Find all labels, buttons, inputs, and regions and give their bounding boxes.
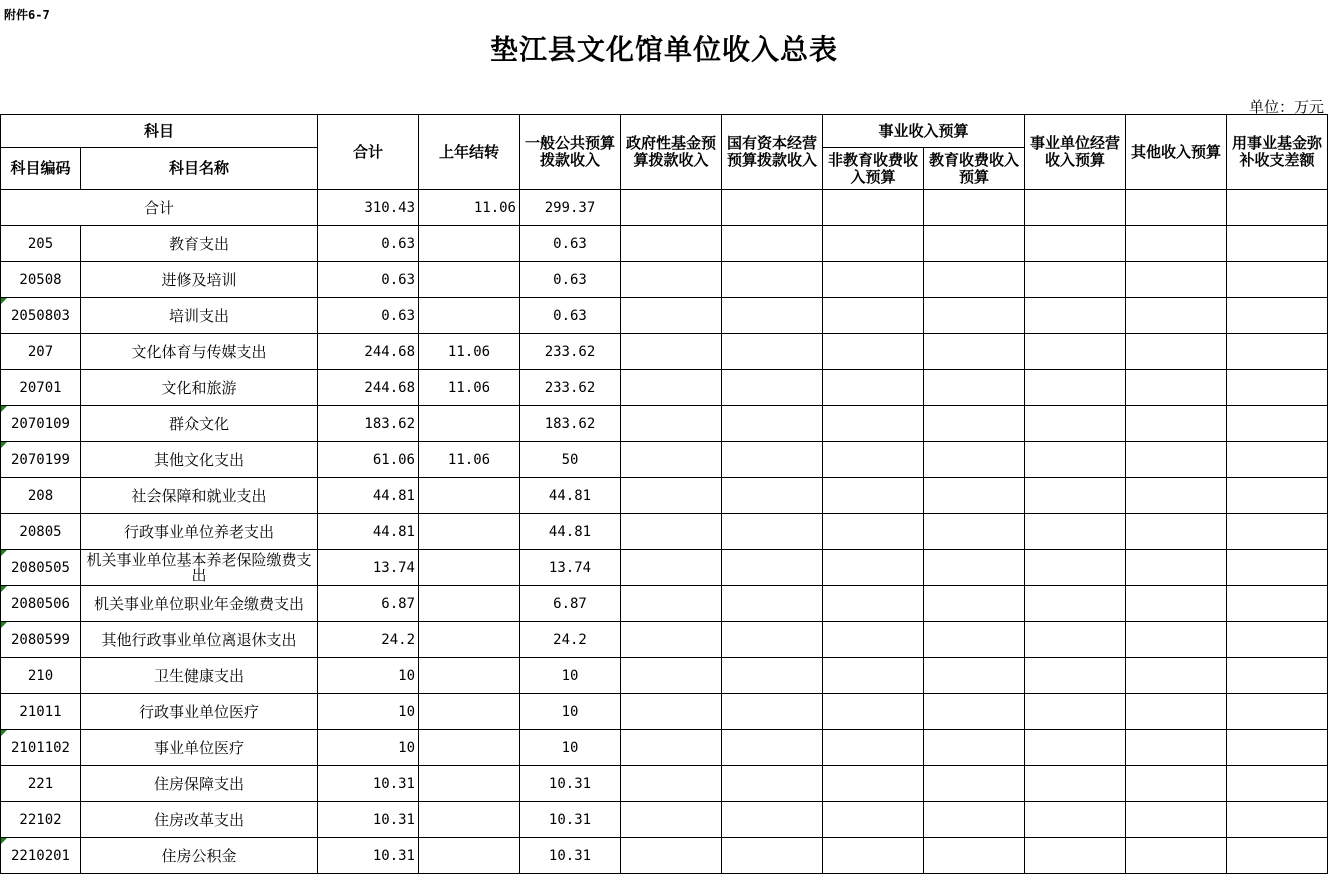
general-budget-value: 233.62 <box>520 334 621 370</box>
empty-cell <box>924 262 1025 298</box>
empty-cell <box>621 334 722 370</box>
empty-cell <box>924 694 1025 730</box>
subject-code: 208 <box>1 478 81 514</box>
empty-cell <box>1227 658 1328 694</box>
carryover-value <box>419 226 520 262</box>
empty-cell <box>621 730 722 766</box>
subject-code: 2101102 <box>1 730 81 766</box>
total-value: 44.81 <box>318 478 419 514</box>
empty-cell <box>722 190 823 226</box>
empty-cell <box>1025 226 1126 262</box>
empty-cell <box>924 550 1025 586</box>
general-budget-value: 10 <box>520 730 621 766</box>
empty-cell <box>1025 730 1126 766</box>
empty-cell <box>1227 586 1328 622</box>
page-title: 垫江县文化馆单位收入总表 <box>489 33 838 66</box>
empty-cell <box>621 622 722 658</box>
subject-code: 2080506 <box>1 586 81 622</box>
table-row <box>1 766 1328 802</box>
header-carryover: 上年结转 <box>419 115 520 190</box>
empty-cell <box>1126 586 1227 622</box>
empty-cell <box>823 622 924 658</box>
empty-cell <box>1227 838 1328 874</box>
subject-name: 其他文化支出 <box>81 442 318 478</box>
empty-cell <box>722 226 823 262</box>
empty-cell <box>621 838 722 874</box>
total-value: 24.2 <box>318 622 419 658</box>
total-sum: 310.43 <box>318 190 419 226</box>
subject-name: 住房公积金 <box>81 838 318 874</box>
empty-cell <box>1227 694 1328 730</box>
empty-cell <box>1227 442 1328 478</box>
table-row <box>1 694 1328 730</box>
subject-name: 行政事业单位养老支出 <box>81 514 318 550</box>
subject-name: 住房保障支出 <box>81 766 318 802</box>
total-value: 244.68 <box>318 370 419 406</box>
empty-cell <box>924 298 1025 334</box>
empty-cell <box>621 586 722 622</box>
empty-cell <box>823 730 924 766</box>
empty-cell <box>1025 766 1126 802</box>
subject-code: 2210201 <box>1 838 81 874</box>
empty-cell <box>823 190 924 226</box>
empty-cell <box>1227 550 1328 586</box>
subject-name: 住房改革支出 <box>81 802 318 838</box>
empty-cell <box>1227 334 1328 370</box>
empty-cell <box>722 298 823 334</box>
empty-cell <box>722 802 823 838</box>
empty-cell <box>1126 334 1227 370</box>
empty-cell <box>722 478 823 514</box>
empty-cell <box>722 694 823 730</box>
total-value: 0.63 <box>318 298 419 334</box>
empty-cell <box>621 514 722 550</box>
general-budget-value: 10.31 <box>520 838 621 874</box>
empty-cell <box>722 334 823 370</box>
empty-cell <box>924 406 1025 442</box>
empty-cell <box>722 658 823 694</box>
carryover-value <box>419 478 520 514</box>
empty-cell <box>1126 370 1227 406</box>
empty-cell <box>823 478 924 514</box>
empty-cell <box>1227 190 1328 226</box>
empty-cell <box>621 694 722 730</box>
table-row <box>1 730 1328 766</box>
total-value: 0.63 <box>318 262 419 298</box>
subject-name: 社会保障和就业支出 <box>81 478 318 514</box>
empty-cell <box>924 478 1025 514</box>
empty-cell <box>924 226 1025 262</box>
carryover-value: 11.06 <box>419 442 520 478</box>
empty-cell <box>924 442 1025 478</box>
header-business-operating: 事业单位经营收入预算 <box>1025 115 1126 190</box>
table-header <box>1 115 1328 190</box>
general-budget-value: 0.63 <box>520 298 621 334</box>
empty-cell <box>1025 262 1126 298</box>
subject-name: 其他行政事业单位离退休支出 <box>81 622 318 658</box>
empty-cell <box>1025 838 1126 874</box>
attachment-label: 附件6-7 <box>4 8 50 22</box>
subject-name: 培训支出 <box>81 298 318 334</box>
empty-cell <box>924 586 1025 622</box>
subject-code: 210 <box>1 658 81 694</box>
empty-cell <box>722 514 823 550</box>
total-value: 61.06 <box>318 442 419 478</box>
subject-code: 2080505 <box>1 550 81 586</box>
empty-cell <box>722 370 823 406</box>
empty-cell <box>1126 730 1227 766</box>
subject-code: 20805 <box>1 514 81 550</box>
general-budget-value: 10.31 <box>520 766 621 802</box>
header-gov-fund: 政府性基金预算拨款收入 <box>621 115 722 190</box>
subject-code: 205 <box>1 226 81 262</box>
empty-cell <box>924 838 1025 874</box>
empty-cell <box>1025 658 1126 694</box>
empty-cell <box>924 766 1025 802</box>
total-value: 10 <box>318 694 419 730</box>
empty-cell <box>621 658 722 694</box>
empty-cell <box>1025 370 1126 406</box>
empty-cell <box>1126 802 1227 838</box>
subject-name: 群众文化 <box>81 406 318 442</box>
table-row <box>1 622 1328 658</box>
empty-cell <box>924 730 1025 766</box>
empty-cell <box>722 838 823 874</box>
empty-cell <box>621 370 722 406</box>
carryover-value <box>419 514 520 550</box>
empty-cell <box>722 550 823 586</box>
subject-code: 20701 <box>1 370 81 406</box>
table-row <box>1 586 1328 622</box>
general-budget-value: 6.87 <box>520 586 621 622</box>
empty-cell <box>1126 514 1227 550</box>
empty-cell <box>823 586 924 622</box>
empty-cell <box>1126 190 1227 226</box>
general-budget-value: 50 <box>520 442 621 478</box>
general-budget-value: 0.63 <box>520 226 621 262</box>
empty-cell <box>1025 406 1126 442</box>
empty-cell <box>1126 550 1227 586</box>
empty-cell <box>621 226 722 262</box>
empty-cell <box>722 442 823 478</box>
table-row <box>1 478 1328 514</box>
header-subject-code: 科目编码 <box>1 148 81 190</box>
empty-cell <box>1126 478 1227 514</box>
subject-code: 21011 <box>1 694 81 730</box>
empty-cell <box>1126 658 1227 694</box>
carryover-value: 11.06 <box>419 370 520 406</box>
total-value: 44.81 <box>318 514 419 550</box>
empty-cell <box>621 766 722 802</box>
general-budget-value: 10 <box>520 658 621 694</box>
header-fund-offset: 用事业基金弥补收支差额 <box>1227 115 1328 190</box>
empty-cell <box>823 442 924 478</box>
empty-cell <box>823 334 924 370</box>
header-subject-name: 科目名称 <box>81 148 318 190</box>
header-other-income: 其他收入预算 <box>1126 115 1227 190</box>
header-non-edu-fee: 非教育收费收入预算 <box>823 148 924 190</box>
total-value: 10 <box>318 658 419 694</box>
header-state-capital: 国有资本经营预算拨款收入 <box>722 115 823 190</box>
subject-name: 事业单位医疗 <box>81 730 318 766</box>
general-budget-value: 233.62 <box>520 370 621 406</box>
header-business-income: 事业收入预算 <box>823 115 1025 148</box>
subject-code: 2070109 <box>1 406 81 442</box>
empty-cell <box>621 802 722 838</box>
empty-cell <box>823 550 924 586</box>
subject-name: 教育支出 <box>81 226 318 262</box>
empty-cell <box>621 478 722 514</box>
empty-cell <box>823 694 924 730</box>
subject-name: 卫生健康支出 <box>81 658 318 694</box>
empty-cell <box>924 802 1025 838</box>
total-value: 10.31 <box>318 802 419 838</box>
empty-cell <box>1025 802 1126 838</box>
table-row <box>1 658 1328 694</box>
empty-cell <box>1025 334 1126 370</box>
empty-cell <box>823 802 924 838</box>
carryover-value <box>419 838 520 874</box>
header-subject: 科目 <box>1 115 318 148</box>
general-budget-value: 10 <box>520 694 621 730</box>
total-value: 183.62 <box>318 406 419 442</box>
header-total: 合计 <box>318 115 419 190</box>
income-table <box>0 114 1328 874</box>
empty-cell <box>1126 262 1227 298</box>
header-edu-fee: 教育收费收入预算 <box>924 148 1025 190</box>
subject-code: 207 <box>1 334 81 370</box>
empty-cell <box>1227 514 1328 550</box>
carryover-value <box>419 694 520 730</box>
subject-code: 2080599 <box>1 622 81 658</box>
table-row <box>1 298 1328 334</box>
carryover-value <box>419 550 520 586</box>
table-row <box>1 802 1328 838</box>
empty-cell <box>823 262 924 298</box>
empty-cell <box>1025 298 1126 334</box>
empty-cell <box>823 370 924 406</box>
empty-cell <box>1227 406 1328 442</box>
empty-cell <box>1227 802 1328 838</box>
table-row <box>1 550 1328 586</box>
carryover-value <box>419 658 520 694</box>
subject-name: 文化和旅游 <box>81 370 318 406</box>
table-row <box>1 838 1328 874</box>
carryover-value <box>419 802 520 838</box>
empty-cell <box>1227 262 1328 298</box>
empty-cell <box>1126 406 1227 442</box>
carryover-value <box>419 298 520 334</box>
subject-code: 22102 <box>1 802 81 838</box>
table-row <box>1 442 1328 478</box>
total-value: 6.87 <box>318 586 419 622</box>
empty-cell <box>722 622 823 658</box>
carryover-value: 11.06 <box>419 334 520 370</box>
general-budget-value: 44.81 <box>520 514 621 550</box>
carryover-value <box>419 730 520 766</box>
empty-cell <box>1126 694 1227 730</box>
empty-cell <box>1025 478 1126 514</box>
header-general-budget: 一般公共预算拨款收入 <box>520 115 621 190</box>
empty-cell <box>823 766 924 802</box>
subject-name: 机关事业单位职业年金缴费支出 <box>81 586 318 622</box>
empty-cell <box>1227 730 1328 766</box>
empty-cell <box>924 514 1025 550</box>
empty-cell <box>924 658 1025 694</box>
empty-cell <box>1126 838 1227 874</box>
empty-cell <box>1126 442 1227 478</box>
general-budget-value: 13.74 <box>520 550 621 586</box>
empty-cell <box>823 658 924 694</box>
general-budget-value: 24.2 <box>520 622 621 658</box>
empty-cell <box>621 262 722 298</box>
total-value: 13.74 <box>318 550 419 586</box>
table-body <box>1 190 1328 874</box>
subject-code: 20508 <box>1 262 81 298</box>
empty-cell <box>722 586 823 622</box>
empty-cell <box>722 406 823 442</box>
empty-cell <box>1025 622 1126 658</box>
empty-cell <box>1025 190 1126 226</box>
empty-cell <box>722 730 823 766</box>
empty-cell <box>1227 478 1328 514</box>
empty-cell <box>924 190 1025 226</box>
empty-cell <box>823 514 924 550</box>
empty-cell <box>722 766 823 802</box>
carryover-value <box>419 766 520 802</box>
empty-cell <box>1025 694 1126 730</box>
empty-cell <box>924 334 1025 370</box>
empty-cell <box>823 298 924 334</box>
empty-cell <box>1227 298 1328 334</box>
empty-cell <box>1227 622 1328 658</box>
total-carryover: 11.06 <box>419 190 520 226</box>
total-value: 10.31 <box>318 766 419 802</box>
empty-cell <box>823 406 924 442</box>
empty-cell <box>823 226 924 262</box>
carryover-value <box>419 406 520 442</box>
carryover-value <box>419 262 520 298</box>
general-budget-value: 44.81 <box>520 478 621 514</box>
empty-cell <box>1025 550 1126 586</box>
empty-cell <box>1227 370 1328 406</box>
subject-name: 进修及培训 <box>81 262 318 298</box>
empty-cell <box>1025 514 1126 550</box>
empty-cell <box>621 550 722 586</box>
table-row <box>1 226 1328 262</box>
empty-cell <box>1025 586 1126 622</box>
table-row <box>1 370 1328 406</box>
empty-cell <box>621 190 722 226</box>
table-row <box>1 406 1328 442</box>
empty-cell <box>924 370 1025 406</box>
empty-cell <box>1227 226 1328 262</box>
unit-label: 单位：万元 <box>1248 98 1324 116</box>
empty-cell <box>621 406 722 442</box>
empty-cell <box>1025 442 1126 478</box>
total-value: 0.63 <box>318 226 419 262</box>
table-row <box>1 334 1328 370</box>
empty-cell <box>1227 766 1328 802</box>
subject-name: 行政事业单位医疗 <box>81 694 318 730</box>
general-budget-value: 10.31 <box>520 802 621 838</box>
total-value: 244.68 <box>318 334 419 370</box>
empty-cell <box>1126 298 1227 334</box>
subject-name: 文化体育与传媒支出 <box>81 334 318 370</box>
subject-code: 2050803 <box>1 298 81 334</box>
carryover-value <box>419 622 520 658</box>
subject-name: 机关事业单位基本养老保险缴费支出 <box>81 550 318 586</box>
empty-cell <box>1126 766 1227 802</box>
total-value: 10.31 <box>318 838 419 874</box>
empty-cell <box>621 298 722 334</box>
total-general: 299.37 <box>520 190 621 226</box>
general-budget-value: 0.63 <box>520 262 621 298</box>
empty-cell <box>621 442 722 478</box>
general-budget-value: 183.62 <box>520 406 621 442</box>
table-row <box>1 262 1328 298</box>
carryover-value <box>419 586 520 622</box>
subject-code: 221 <box>1 766 81 802</box>
empty-cell <box>1126 622 1227 658</box>
empty-cell <box>924 622 1025 658</box>
empty-cell <box>823 838 924 874</box>
empty-cell <box>1126 226 1227 262</box>
total-label: 合计 <box>1 190 318 226</box>
table-row <box>1 514 1328 550</box>
empty-cell <box>722 262 823 298</box>
total-row <box>1 190 1328 226</box>
total-value: 10 <box>318 730 419 766</box>
subject-code: 2070199 <box>1 442 81 478</box>
